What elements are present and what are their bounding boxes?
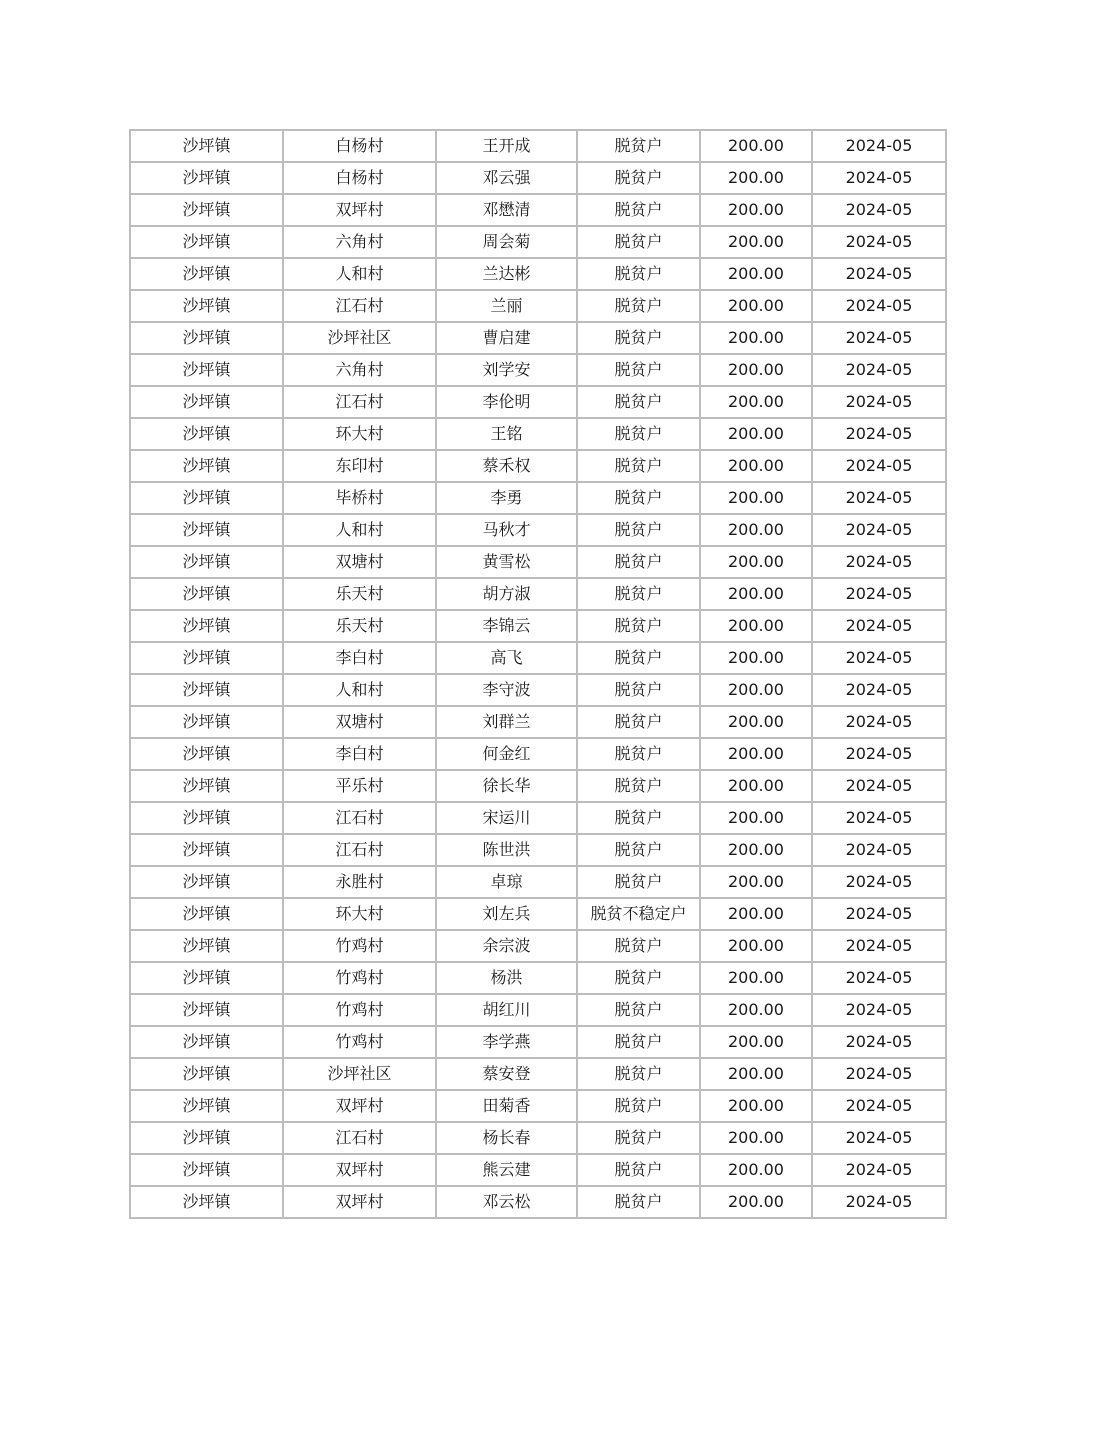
town-cell: 沙坪镇 bbox=[130, 994, 283, 1026]
village-cell: 李白村 bbox=[283, 738, 436, 770]
month-cell: 2024-05 bbox=[812, 706, 946, 738]
month-cell: 2024-05 bbox=[812, 290, 946, 322]
name-cell: 邓云强 bbox=[436, 162, 577, 194]
village-cell: 双坪村 bbox=[283, 1090, 436, 1122]
table-row bbox=[130, 1186, 946, 1218]
table-row bbox=[130, 674, 946, 706]
town-cell: 沙坪镇 bbox=[130, 162, 283, 194]
month-cell: 2024-05 bbox=[812, 674, 946, 706]
name-cell: 杨洪 bbox=[436, 962, 577, 994]
name-cell: 李伦明 bbox=[436, 386, 577, 418]
town-cell: 沙坪镇 bbox=[130, 674, 283, 706]
amount-cell: 200.00 bbox=[700, 610, 812, 642]
household-type-cell: 脱贫户 bbox=[577, 642, 700, 674]
amount-cell: 200.00 bbox=[700, 1090, 812, 1122]
town-cell: 沙坪镇 bbox=[130, 610, 283, 642]
village-cell: 环大村 bbox=[283, 898, 436, 930]
name-cell: 杨长春 bbox=[436, 1122, 577, 1154]
household-type-cell: 脱贫户 bbox=[577, 930, 700, 962]
month-cell: 2024-05 bbox=[812, 962, 946, 994]
household-type-cell: 脱贫户 bbox=[577, 1058, 700, 1090]
amount-cell: 200.00 bbox=[700, 770, 812, 802]
household-type-cell: 脱贫户 bbox=[577, 450, 700, 482]
table-row bbox=[130, 130, 946, 162]
table-row bbox=[130, 546, 946, 578]
amount-cell: 200.00 bbox=[700, 450, 812, 482]
month-cell: 2024-05 bbox=[812, 1058, 946, 1090]
month-cell: 2024-05 bbox=[812, 450, 946, 482]
amount-cell: 200.00 bbox=[700, 674, 812, 706]
month-cell: 2024-05 bbox=[812, 418, 946, 450]
amount-cell: 200.00 bbox=[700, 642, 812, 674]
village-cell: 双塘村 bbox=[283, 546, 436, 578]
amount-cell: 200.00 bbox=[700, 418, 812, 450]
table-row bbox=[130, 898, 946, 930]
month-cell: 2024-05 bbox=[812, 546, 946, 578]
name-cell: 胡红川 bbox=[436, 994, 577, 1026]
name-cell: 高飞 bbox=[436, 642, 577, 674]
table-row bbox=[130, 354, 946, 386]
table-row bbox=[130, 610, 946, 642]
name-cell: 李学燕 bbox=[436, 1026, 577, 1058]
amount-cell: 200.00 bbox=[700, 898, 812, 930]
village-cell: 人和村 bbox=[283, 514, 436, 546]
table-row bbox=[130, 770, 946, 802]
household-type-cell: 脱贫户 bbox=[577, 290, 700, 322]
records-table-body bbox=[130, 130, 946, 1218]
household-type-cell: 脱贫户 bbox=[577, 258, 700, 290]
amount-cell: 200.00 bbox=[700, 226, 812, 258]
records-table bbox=[129, 129, 947, 1219]
amount-cell: 200.00 bbox=[700, 1026, 812, 1058]
month-cell: 2024-05 bbox=[812, 1154, 946, 1186]
month-cell: 2024-05 bbox=[812, 930, 946, 962]
table-row bbox=[130, 994, 946, 1026]
amount-cell: 200.00 bbox=[700, 1154, 812, 1186]
town-cell: 沙坪镇 bbox=[130, 322, 283, 354]
household-type-cell: 脱贫户 bbox=[577, 162, 700, 194]
village-cell: 江石村 bbox=[283, 290, 436, 322]
village-cell: 环大村 bbox=[283, 418, 436, 450]
table-row bbox=[130, 706, 946, 738]
village-cell: 六角村 bbox=[283, 354, 436, 386]
table-row bbox=[130, 1026, 946, 1058]
household-type-cell: 脱贫户 bbox=[577, 994, 700, 1026]
month-cell: 2024-05 bbox=[812, 770, 946, 802]
name-cell: 曹启建 bbox=[436, 322, 577, 354]
name-cell: 何金红 bbox=[436, 738, 577, 770]
household-type-cell: 脱贫户 bbox=[577, 226, 700, 258]
month-cell: 2024-05 bbox=[812, 802, 946, 834]
amount-cell: 200.00 bbox=[700, 546, 812, 578]
month-cell: 2024-05 bbox=[812, 1186, 946, 1218]
table-row bbox=[130, 642, 946, 674]
amount-cell: 200.00 bbox=[700, 386, 812, 418]
name-cell: 熊云建 bbox=[436, 1154, 577, 1186]
town-cell: 沙坪镇 bbox=[130, 194, 283, 226]
table-row bbox=[130, 162, 946, 194]
table-row bbox=[130, 386, 946, 418]
amount-cell: 200.00 bbox=[700, 866, 812, 898]
name-cell: 李锦云 bbox=[436, 610, 577, 642]
town-cell: 沙坪镇 bbox=[130, 738, 283, 770]
household-type-cell: 脱贫户 bbox=[577, 578, 700, 610]
amount-cell: 200.00 bbox=[700, 290, 812, 322]
month-cell: 2024-05 bbox=[812, 514, 946, 546]
household-type-cell: 脱贫户 bbox=[577, 1026, 700, 1058]
month-cell: 2024-05 bbox=[812, 162, 946, 194]
household-type-cell: 脱贫户 bbox=[577, 194, 700, 226]
town-cell: 沙坪镇 bbox=[130, 578, 283, 610]
amount-cell: 200.00 bbox=[700, 354, 812, 386]
name-cell: 邓懋清 bbox=[436, 194, 577, 226]
household-type-cell: 脱贫户 bbox=[577, 770, 700, 802]
amount-cell: 200.00 bbox=[700, 994, 812, 1026]
amount-cell: 200.00 bbox=[700, 130, 812, 162]
name-cell: 王开成 bbox=[436, 130, 577, 162]
village-cell: 平乐村 bbox=[283, 770, 436, 802]
table-row bbox=[130, 482, 946, 514]
name-cell: 李守波 bbox=[436, 674, 577, 706]
village-cell: 双坪村 bbox=[283, 1186, 436, 1218]
amount-cell: 200.00 bbox=[700, 194, 812, 226]
household-type-cell: 脱贫户 bbox=[577, 674, 700, 706]
town-cell: 沙坪镇 bbox=[130, 706, 283, 738]
town-cell: 沙坪镇 bbox=[130, 386, 283, 418]
month-cell: 2024-05 bbox=[812, 194, 946, 226]
amount-cell: 200.00 bbox=[700, 962, 812, 994]
table-row bbox=[130, 930, 946, 962]
amount-cell: 200.00 bbox=[700, 1058, 812, 1090]
household-type-cell: 脱贫户 bbox=[577, 514, 700, 546]
town-cell: 沙坪镇 bbox=[130, 418, 283, 450]
amount-cell: 200.00 bbox=[700, 706, 812, 738]
table-row bbox=[130, 1090, 946, 1122]
month-cell: 2024-05 bbox=[812, 866, 946, 898]
month-cell: 2024-05 bbox=[812, 994, 946, 1026]
amount-cell: 200.00 bbox=[700, 834, 812, 866]
table-row bbox=[130, 226, 946, 258]
amount-cell: 200.00 bbox=[700, 482, 812, 514]
village-cell: 江石村 bbox=[283, 386, 436, 418]
month-cell: 2024-05 bbox=[812, 1090, 946, 1122]
town-cell: 沙坪镇 bbox=[130, 1154, 283, 1186]
amount-cell: 200.00 bbox=[700, 322, 812, 354]
table-row bbox=[130, 1058, 946, 1090]
table-row bbox=[130, 866, 946, 898]
village-cell: 毕桥村 bbox=[283, 482, 436, 514]
village-cell: 江石村 bbox=[283, 1122, 436, 1154]
name-cell: 蔡安登 bbox=[436, 1058, 577, 1090]
town-cell: 沙坪镇 bbox=[130, 642, 283, 674]
month-cell: 2024-05 bbox=[812, 386, 946, 418]
town-cell: 沙坪镇 bbox=[130, 1090, 283, 1122]
household-type-cell: 脱贫户 bbox=[577, 482, 700, 514]
name-cell: 宋运川 bbox=[436, 802, 577, 834]
month-cell: 2024-05 bbox=[812, 1026, 946, 1058]
household-type-cell: 脱贫户 bbox=[577, 802, 700, 834]
month-cell: 2024-05 bbox=[812, 322, 946, 354]
name-cell: 卓琼 bbox=[436, 866, 577, 898]
town-cell: 沙坪镇 bbox=[130, 1122, 283, 1154]
amount-cell: 200.00 bbox=[700, 1186, 812, 1218]
town-cell: 沙坪镇 bbox=[130, 258, 283, 290]
town-cell: 沙坪镇 bbox=[130, 546, 283, 578]
table-row bbox=[130, 738, 946, 770]
month-cell: 2024-05 bbox=[812, 610, 946, 642]
household-type-cell: 脱贫户 bbox=[577, 610, 700, 642]
village-cell: 江石村 bbox=[283, 834, 436, 866]
town-cell: 沙坪镇 bbox=[130, 1186, 283, 1218]
table-row bbox=[130, 514, 946, 546]
name-cell: 田菊香 bbox=[436, 1090, 577, 1122]
household-type-cell: 脱贫户 bbox=[577, 1154, 700, 1186]
village-cell: 永胜村 bbox=[283, 866, 436, 898]
town-cell: 沙坪镇 bbox=[130, 770, 283, 802]
village-cell: 白杨村 bbox=[283, 162, 436, 194]
town-cell: 沙坪镇 bbox=[130, 802, 283, 834]
table-row bbox=[130, 578, 946, 610]
household-type-cell: 脱贫户 bbox=[577, 866, 700, 898]
month-cell: 2024-05 bbox=[812, 642, 946, 674]
name-cell: 刘左兵 bbox=[436, 898, 577, 930]
table-row bbox=[130, 418, 946, 450]
household-type-cell: 脱贫户 bbox=[577, 1186, 700, 1218]
name-cell: 胡方淑 bbox=[436, 578, 577, 610]
table-row bbox=[130, 194, 946, 226]
name-cell: 蔡禾权 bbox=[436, 450, 577, 482]
name-cell: 黄雪松 bbox=[436, 546, 577, 578]
name-cell: 兰丽 bbox=[436, 290, 577, 322]
village-cell: 乐天村 bbox=[283, 578, 436, 610]
village-cell: 人和村 bbox=[283, 674, 436, 706]
table-row bbox=[130, 322, 946, 354]
town-cell: 沙坪镇 bbox=[130, 290, 283, 322]
village-cell: 沙坪社区 bbox=[283, 322, 436, 354]
month-cell: 2024-05 bbox=[812, 1122, 946, 1154]
name-cell: 徐长华 bbox=[436, 770, 577, 802]
amount-cell: 200.00 bbox=[700, 514, 812, 546]
household-type-cell: 脱贫户 bbox=[577, 962, 700, 994]
village-cell: 双塘村 bbox=[283, 706, 436, 738]
household-type-cell: 脱贫户 bbox=[577, 418, 700, 450]
name-cell: 陈世洪 bbox=[436, 834, 577, 866]
name-cell: 马秋才 bbox=[436, 514, 577, 546]
village-cell: 白杨村 bbox=[283, 130, 436, 162]
household-type-cell: 脱贫户 bbox=[577, 386, 700, 418]
town-cell: 沙坪镇 bbox=[130, 898, 283, 930]
town-cell: 沙坪镇 bbox=[130, 962, 283, 994]
table-row bbox=[130, 834, 946, 866]
amount-cell: 200.00 bbox=[700, 162, 812, 194]
household-type-cell: 脱贫户 bbox=[577, 738, 700, 770]
town-cell: 沙坪镇 bbox=[130, 930, 283, 962]
name-cell: 兰达彬 bbox=[436, 258, 577, 290]
village-cell: 竹鸡村 bbox=[283, 930, 436, 962]
table-row bbox=[130, 1122, 946, 1154]
village-cell: 六角村 bbox=[283, 226, 436, 258]
month-cell: 2024-05 bbox=[812, 482, 946, 514]
amount-cell: 200.00 bbox=[700, 930, 812, 962]
household-type-cell: 脱贫户 bbox=[577, 834, 700, 866]
village-cell: 东印村 bbox=[283, 450, 436, 482]
amount-cell: 200.00 bbox=[700, 578, 812, 610]
month-cell: 2024-05 bbox=[812, 834, 946, 866]
month-cell: 2024-05 bbox=[812, 130, 946, 162]
table-row bbox=[130, 962, 946, 994]
household-type-cell: 脱贫户 bbox=[577, 354, 700, 386]
town-cell: 沙坪镇 bbox=[130, 226, 283, 258]
month-cell: 2024-05 bbox=[812, 354, 946, 386]
town-cell: 沙坪镇 bbox=[130, 514, 283, 546]
amount-cell: 200.00 bbox=[700, 802, 812, 834]
amount-cell: 200.00 bbox=[700, 1122, 812, 1154]
name-cell: 刘学安 bbox=[436, 354, 577, 386]
amount-cell: 200.00 bbox=[700, 738, 812, 770]
household-type-cell: 脱贫不稳定户 bbox=[577, 898, 700, 930]
table-row bbox=[130, 450, 946, 482]
month-cell: 2024-05 bbox=[812, 578, 946, 610]
village-cell: 双坪村 bbox=[283, 1154, 436, 1186]
village-cell: 竹鸡村 bbox=[283, 962, 436, 994]
village-cell: 乐天村 bbox=[283, 610, 436, 642]
name-cell: 邓云松 bbox=[436, 1186, 577, 1218]
household-type-cell: 脱贫户 bbox=[577, 322, 700, 354]
village-cell: 竹鸡村 bbox=[283, 994, 436, 1026]
village-cell: 江石村 bbox=[283, 802, 436, 834]
name-cell: 刘群兰 bbox=[436, 706, 577, 738]
table-row bbox=[130, 258, 946, 290]
town-cell: 沙坪镇 bbox=[130, 482, 283, 514]
table-row bbox=[130, 802, 946, 834]
household-type-cell: 脱贫户 bbox=[577, 130, 700, 162]
town-cell: 沙坪镇 bbox=[130, 866, 283, 898]
town-cell: 沙坪镇 bbox=[130, 1058, 283, 1090]
name-cell: 周会菊 bbox=[436, 226, 577, 258]
month-cell: 2024-05 bbox=[812, 258, 946, 290]
village-cell: 双坪村 bbox=[283, 194, 436, 226]
name-cell: 余宗波 bbox=[436, 930, 577, 962]
name-cell: 王铭 bbox=[436, 418, 577, 450]
village-cell: 李白村 bbox=[283, 642, 436, 674]
month-cell: 2024-05 bbox=[812, 226, 946, 258]
month-cell: 2024-05 bbox=[812, 738, 946, 770]
town-cell: 沙坪镇 bbox=[130, 354, 283, 386]
household-type-cell: 脱贫户 bbox=[577, 546, 700, 578]
town-cell: 沙坪镇 bbox=[130, 130, 283, 162]
town-cell: 沙坪镇 bbox=[130, 834, 283, 866]
household-type-cell: 脱贫户 bbox=[577, 706, 700, 738]
table-row bbox=[130, 290, 946, 322]
month-cell: 2024-05 bbox=[812, 898, 946, 930]
village-cell: 竹鸡村 bbox=[283, 1026, 436, 1058]
village-cell: 人和村 bbox=[283, 258, 436, 290]
name-cell: 李勇 bbox=[436, 482, 577, 514]
household-type-cell: 脱贫户 bbox=[577, 1122, 700, 1154]
amount-cell: 200.00 bbox=[700, 258, 812, 290]
town-cell: 沙坪镇 bbox=[130, 1026, 283, 1058]
town-cell: 沙坪镇 bbox=[130, 450, 283, 482]
household-type-cell: 脱贫户 bbox=[577, 1090, 700, 1122]
village-cell: 沙坪社区 bbox=[283, 1058, 436, 1090]
table-row bbox=[130, 1154, 946, 1186]
